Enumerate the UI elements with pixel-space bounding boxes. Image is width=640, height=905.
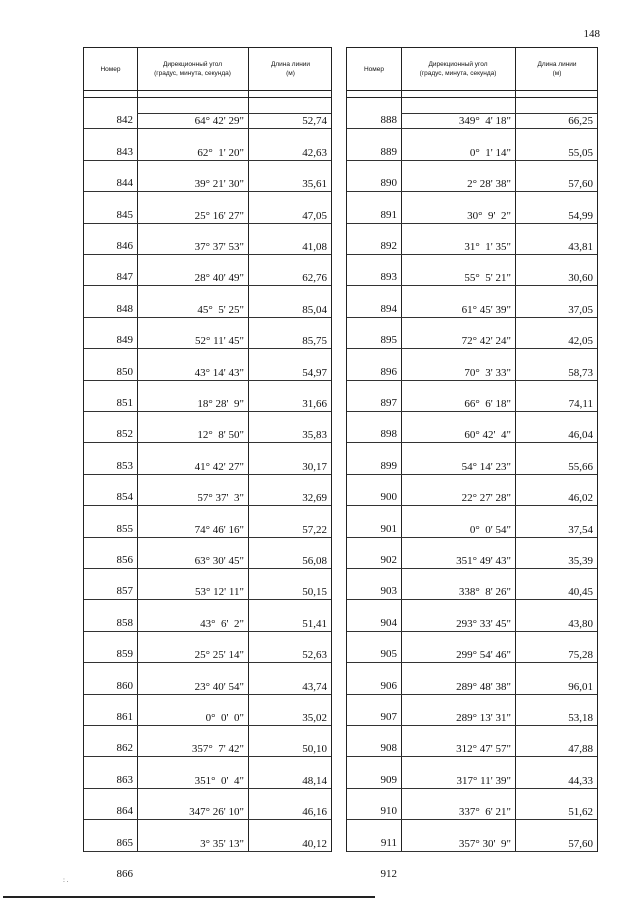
direction-angle: 43° 14' 43" [194, 366, 244, 379]
header-length-title: Длина линии [537, 61, 577, 68]
header-spacer-row [347, 90, 597, 98]
line-length: 58,73 [568, 366, 593, 379]
row-divider [84, 725, 137, 726]
line-length: 37,05 [568, 303, 593, 316]
row-divider [137, 128, 331, 129]
row-divider [401, 254, 597, 255]
row-divider [347, 725, 401, 726]
header-length-units: (м) [286, 70, 295, 77]
row-divider [84, 191, 137, 192]
line-length: 74,11 [568, 398, 593, 410]
header-length [515, 48, 599, 90]
line-length: 41,08 [302, 241, 327, 253]
row-divider [137, 317, 331, 318]
row-divider [401, 568, 597, 569]
row-divider [137, 788, 331, 789]
row-divider [347, 317, 401, 318]
row-divider [137, 411, 331, 412]
footer-marks: : . [63, 876, 69, 884]
line-length: 46,04 [568, 429, 593, 442]
line-length: 35,39 [568, 555, 593, 567]
point-number: 912 [380, 868, 397, 880]
row-divider [401, 537, 597, 538]
point-number: 911 [380, 836, 397, 849]
row-divider [401, 348, 597, 349]
row-divider [401, 317, 597, 318]
line-length: 85,75 [302, 335, 327, 348]
direction-angle: 0° 1' 14" [469, 146, 511, 159]
row-divider [401, 285, 597, 286]
point-number: 894 [380, 302, 397, 315]
point-number: 847 [116, 271, 133, 284]
row-divider [137, 819, 331, 820]
direction-angle: 293° 33' 45" [456, 617, 511, 630]
row-divider [347, 160, 401, 161]
point-number: 895 [380, 334, 397, 347]
row-divider [84, 254, 137, 255]
direction-angle: 289° 13' 31" [456, 712, 511, 724]
line-length: 43,81 [568, 241, 593, 253]
line-length: 57,60 [568, 178, 593, 191]
line-length: 62,76 [302, 272, 327, 285]
point-number: 905 [380, 648, 397, 661]
direction-angle: 351° 0' 4" [194, 774, 244, 787]
row-divider [401, 411, 597, 412]
row-divider [137, 380, 331, 381]
direction-angle: 25° 25' 14" [194, 649, 244, 662]
header-angle-units: (градус, минута, секунда) [154, 70, 231, 77]
row-divider [401, 725, 597, 726]
direction-angle: 299° 54' 46" [456, 649, 511, 662]
row-divider [137, 113, 331, 114]
column-divider [137, 48, 138, 851]
direction-angle: 57° 37' 3" [197, 492, 244, 505]
row-divider [84, 788, 137, 789]
column-divider [401, 48, 402, 851]
point-number: 849 [116, 334, 133, 347]
line-length: 37,54 [568, 523, 593, 536]
row-divider [401, 599, 597, 600]
line-length: 51,41 [302, 617, 327, 630]
row-divider [137, 568, 331, 569]
direction-angle: 338° 8' 26" [458, 586, 511, 599]
point-number: 893 [380, 271, 397, 284]
point-number: 851 [116, 397, 133, 409]
row-divider [401, 819, 597, 820]
row-divider [347, 285, 401, 286]
line-length: 40,45 [568, 586, 593, 599]
point-number: 859 [116, 648, 133, 661]
line-length: 46,02 [568, 492, 593, 505]
point-number: 889 [380, 145, 397, 158]
row-divider [401, 442, 597, 443]
direction-angle: 289° 48' 38" [456, 680, 511, 693]
column-divider [248, 48, 249, 851]
direction-angle: 351° 49' 43" [456, 555, 511, 567]
line-length: 42,05 [568, 335, 593, 348]
direction-angle: 39° 21' 30" [194, 178, 244, 191]
point-number: 850 [116, 365, 133, 378]
row-divider [84, 317, 137, 318]
line-length: 57,60 [568, 837, 593, 850]
row-divider [137, 254, 331, 255]
direction-angle: 52° 11' 45" [195, 335, 244, 348]
row-divider [401, 788, 597, 789]
point-number: 866 [116, 868, 133, 880]
header-spacer-row [84, 90, 331, 98]
line-length: 40,12 [302, 837, 327, 850]
row-divider [347, 537, 401, 538]
point-number: 864 [116, 805, 133, 818]
row-divider [84, 223, 137, 224]
header-angle-units: (градус, минута, секунда) [419, 70, 497, 77]
row-divider [347, 756, 401, 757]
row-divider [84, 285, 137, 286]
direction-angle: 54° 14' 23" [461, 460, 511, 473]
line-length: 66,25 [568, 115, 593, 128]
point-number: 865 [116, 836, 133, 849]
row-divider [137, 725, 331, 726]
row-divider [347, 191, 401, 192]
direction-angle: 70° 3' 33" [464, 366, 511, 379]
row-divider [84, 128, 137, 129]
row-divider [137, 851, 331, 852]
point-number: 863 [116, 773, 133, 786]
point-number: 844 [116, 177, 133, 190]
line-length: 52,63 [302, 649, 327, 662]
row-divider [347, 568, 401, 569]
row-divider [401, 160, 597, 161]
point-number: 855 [116, 522, 133, 535]
direction-angle: 55° 5' 21" [464, 272, 511, 285]
point-number: 890 [380, 177, 397, 190]
point-number: 891 [380, 208, 397, 221]
row-divider [137, 442, 331, 443]
point-number: 848 [116, 302, 133, 315]
row-divider [401, 662, 597, 663]
direction-angle: 37° 37' 53" [194, 241, 244, 253]
row-divider [347, 851, 401, 852]
point-number: 854 [116, 491, 133, 504]
direction-angle: 337° 6' 21" [458, 806, 511, 819]
header-angle [401, 48, 515, 90]
line-length: 35,83 [302, 429, 327, 442]
header-length-title: Длина линии [270, 61, 311, 68]
row-divider [347, 411, 401, 412]
point-number: 888 [380, 114, 397, 127]
line-length: 54,99 [568, 209, 593, 222]
page-number: 148 [583, 28, 600, 40]
direction-angle: 0° 0' 0" [205, 712, 244, 724]
line-length: 46,16 [302, 806, 327, 819]
direction-angle: 31° 1' 35" [464, 241, 511, 253]
direction-angle: 357° 7' 42" [191, 743, 244, 756]
line-length: 53,18 [568, 712, 593, 724]
line-length: 75,28 [568, 649, 593, 662]
row-divider [347, 348, 401, 349]
line-length: 32,69 [302, 492, 327, 505]
row-divider [401, 380, 597, 381]
header-number: Номер [100, 65, 121, 73]
direction-angle: 0° 0' 54" [469, 523, 511, 536]
direction-angle: 3° 35' 13" [200, 837, 244, 850]
direction-angle: 72° 42' 24" [461, 335, 511, 348]
line-length: 96,01 [568, 680, 593, 693]
row-divider [84, 568, 137, 569]
line-length: 44,33 [568, 774, 593, 787]
direction-angle: 349° 4' 18" [458, 115, 511, 128]
row-divider [84, 411, 137, 412]
line-length: 30,60 [568, 272, 593, 285]
row-divider [84, 694, 137, 695]
row-divider [401, 851, 597, 852]
row-divider [137, 160, 331, 161]
row-divider [401, 474, 597, 475]
point-number: 845 [116, 208, 133, 221]
point-number: 900 [380, 491, 397, 504]
point-number: 858 [116, 616, 133, 629]
row-divider [401, 694, 597, 695]
direction-angle: 61° 45' 39" [461, 303, 511, 316]
header-angle [137, 48, 248, 90]
row-divider [347, 599, 401, 600]
direction-angle: 357° 30' 9" [458, 837, 511, 850]
coordinates-table-right [346, 47, 598, 880]
row-divider [137, 599, 331, 600]
direction-angle: 43° 6' 2" [200, 617, 244, 630]
line-length: 51,62 [568, 806, 593, 819]
row-divider [137, 285, 331, 286]
line-length: 47,88 [568, 743, 593, 756]
point-number: 897 [380, 397, 397, 409]
row-divider [347, 474, 401, 475]
row-divider [84, 442, 137, 443]
line-length: 43,80 [568, 617, 593, 630]
row-divider [347, 694, 401, 695]
line-length: 57,22 [302, 523, 327, 536]
row-divider [401, 128, 597, 129]
line-length: 55,05 [568, 146, 593, 159]
row-divider [137, 348, 331, 349]
row-divider [401, 113, 597, 114]
point-number: 902 [380, 554, 397, 566]
row-divider [84, 537, 137, 538]
header-number: Номер [363, 65, 384, 73]
header-angle-title: Дирекционный угол [162, 61, 223, 68]
point-number: 843 [116, 145, 133, 158]
line-length: 85,04 [302, 303, 327, 316]
point-number: 910 [380, 805, 397, 818]
row-divider [84, 756, 137, 757]
row-divider [84, 599, 137, 600]
line-length: 56,08 [302, 555, 327, 567]
row-divider [137, 537, 331, 538]
direction-angle: 347° 26' 10" [189, 806, 244, 819]
row-divider [347, 442, 401, 443]
header-length [248, 48, 333, 90]
row-divider [347, 662, 401, 663]
header-length-units: (м) [552, 70, 562, 77]
row-divider [401, 631, 597, 632]
row-divider [401, 505, 597, 506]
point-number: 906 [380, 679, 397, 692]
row-divider [137, 223, 331, 224]
point-number: 899 [380, 459, 397, 472]
row-divider [347, 505, 401, 506]
row-divider [84, 505, 137, 506]
table-header [84, 48, 331, 91]
point-number: 860 [116, 679, 133, 692]
row-divider [84, 662, 137, 663]
row-divider [137, 505, 331, 506]
row-divider [137, 756, 331, 757]
point-number: 909 [380, 773, 397, 786]
direction-angle: 28° 40' 49" [194, 272, 244, 285]
direction-angle: 63° 30' 45" [194, 555, 244, 567]
point-number: 907 [380, 711, 397, 723]
direction-angle: 18° 28' 9" [197, 398, 244, 410]
row-divider [347, 819, 401, 820]
point-number: 892 [380, 240, 397, 252]
row-divider [401, 756, 597, 757]
row-divider [137, 662, 331, 663]
point-number: 908 [380, 742, 397, 755]
row-divider [84, 348, 137, 349]
row-divider [347, 128, 401, 129]
row-divider [347, 631, 401, 632]
point-number: 861 [116, 711, 133, 723]
line-length: 52,74 [302, 115, 327, 128]
line-length: 48,14 [302, 774, 327, 787]
direction-angle: 23° 40' 54" [194, 680, 244, 693]
line-length: 35,61 [302, 178, 327, 191]
direction-angle: 64° 42' 29" [194, 115, 244, 128]
row-divider [84, 380, 137, 381]
point-number: 862 [116, 742, 133, 755]
direction-angle: 41° 42' 27" [194, 460, 244, 473]
point-number: 901 [380, 522, 397, 535]
table-header [347, 48, 597, 91]
point-number: 903 [380, 585, 397, 598]
line-length: 31,66 [302, 398, 327, 410]
line-length: 35,02 [302, 712, 327, 724]
line-length: 47,05 [302, 209, 327, 222]
row-divider [401, 223, 597, 224]
line-length: 54,97 [302, 366, 327, 379]
point-number: 846 [116, 240, 133, 252]
row-divider [84, 851, 137, 852]
point-number: 852 [116, 428, 133, 441]
direction-angle: 12° 8' 50" [197, 429, 244, 442]
row-divider [401, 191, 597, 192]
row-divider [347, 223, 401, 224]
point-number: 896 [380, 365, 397, 378]
row-divider [137, 694, 331, 695]
row-divider [84, 819, 137, 820]
direction-angle: 22° 27' 28" [461, 492, 511, 505]
row-divider [137, 474, 331, 475]
line-length: 42,63 [302, 146, 327, 159]
direction-angle: 66° 6' 18" [464, 398, 511, 410]
direction-angle: 60° 42' 4" [464, 429, 511, 442]
point-number: 898 [380, 428, 397, 441]
point-number: 853 [116, 459, 133, 472]
row-divider [84, 474, 137, 475]
row-divider [347, 254, 401, 255]
direction-angle: 74° 46' 16" [194, 523, 244, 536]
line-length: 55,66 [568, 460, 593, 473]
row-divider [84, 160, 137, 161]
point-number: 842 [116, 114, 133, 127]
line-length: 50,10 [302, 743, 327, 756]
direction-angle: 317° 11' 39" [456, 774, 511, 787]
row-divider [347, 788, 401, 789]
header-angle-title: Дирекционный угол [428, 61, 488, 68]
direction-angle: 2° 28' 38" [467, 178, 511, 191]
line-length: 43,74 [302, 680, 327, 693]
line-length: 50,15 [302, 586, 327, 599]
direction-angle: 45° 5' 25" [197, 303, 244, 316]
direction-angle: 25° 16' 27" [194, 209, 244, 222]
direction-angle: 312° 47' 57" [456, 743, 511, 756]
footer-rule [3, 896, 375, 898]
coordinates-table-left [83, 47, 332, 880]
column-divider [515, 48, 516, 851]
point-number: 904 [380, 616, 397, 629]
direction-angle: 62° 1' 20" [197, 146, 244, 159]
point-number: 856 [116, 554, 133, 566]
line-length: 30,17 [302, 460, 327, 473]
direction-angle: 53° 12' 11" [195, 586, 244, 599]
point-number: 857 [116, 585, 133, 598]
row-divider [347, 380, 401, 381]
row-divider [137, 631, 331, 632]
direction-angle: 30° 9' 2" [467, 209, 511, 222]
row-divider [84, 631, 137, 632]
row-divider [137, 191, 331, 192]
